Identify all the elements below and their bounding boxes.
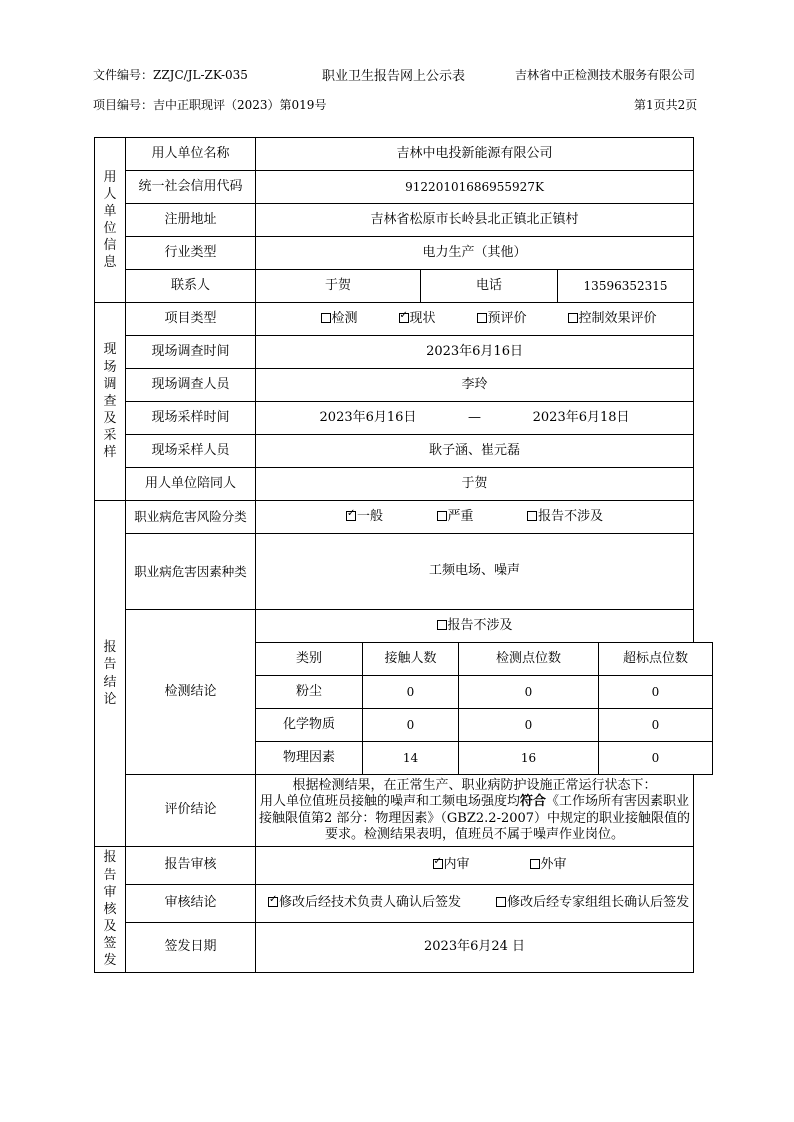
- contact-label: 联系人: [126, 270, 256, 303]
- section-char: 样: [103, 445, 117, 461]
- col-header-category: 类别: [256, 643, 363, 676]
- checked-checkbox-icon[interactable]: [346, 511, 356, 521]
- result-label: 审核结论: [126, 885, 256, 923]
- hazard-factors-label: 职业病危害因素种类: [126, 534, 256, 610]
- row-category: 化学物质: [256, 709, 363, 742]
- sampling-dash: —: [468, 409, 482, 425]
- checkbox-icon[interactable]: [530, 859, 540, 869]
- section-char: 用: [103, 169, 117, 185]
- section-char: 审: [103, 884, 117, 900]
- section-char: 报: [103, 640, 117, 656]
- audit-option[interactable]: [433, 857, 470, 873]
- section-review-issue: [95, 847, 126, 973]
- col-header-exceed: 超标点位数: [599, 643, 713, 676]
- audit-options: [256, 847, 694, 885]
- row-exposed: 0: [363, 676, 459, 709]
- project-type-option[interactable]: [568, 311, 657, 327]
- employer-name: 吉林中电投新能源有限公司: [256, 138, 694, 171]
- checkbox-icon[interactable]: [496, 897, 506, 907]
- section-char: 采: [103, 428, 117, 444]
- risk-class-label: 职业病危害风险分类: [126, 501, 256, 534]
- section-char: 单: [103, 203, 117, 219]
- risk-class-option-label: 报告不涉及: [538, 508, 604, 524]
- checkbox-icon[interactable]: [321, 313, 331, 323]
- row-points: 0: [459, 676, 599, 709]
- section-char: 调: [103, 376, 117, 392]
- phone-number: 13596352315: [558, 270, 694, 303]
- surveyor: 李玲: [256, 369, 694, 402]
- document-title: 职业卫生报告网上公示表: [322, 69, 466, 84]
- row-exceed: 0: [599, 676, 713, 709]
- section-char: 签: [103, 936, 117, 952]
- row-category: 粉尘: [256, 676, 363, 709]
- result-option[interactable]: [496, 895, 689, 911]
- project-number: 项目编号：吉中正职现评（2023）第019号: [93, 98, 327, 112]
- audit-option[interactable]: [530, 857, 567, 873]
- row-exposed: 14: [363, 742, 459, 775]
- risk-class-options: [256, 501, 694, 534]
- detection-label: 检测结论: [126, 610, 256, 775]
- section-char: 结: [103, 674, 117, 690]
- result-options: [256, 885, 694, 923]
- evaluation-line-2: 用人单位值班员接触的噪声和工频电场强度均符合《工作场所有害因素职业接触限值第2 部分：物理因素》（GBZ2.2-2007）中规定的职业接触限值的要求。检测结果表明，值班员不属于噪声作业岗位。: [259, 794, 691, 842]
- project-type-option[interactable]: [477, 311, 527, 327]
- project-type-option-label: 预评价: [487, 310, 527, 326]
- project-type-option-label: 现状: [409, 310, 436, 326]
- project-type-option-label: 控制效果评价: [578, 310, 657, 326]
- address-label: 注册地址: [126, 204, 256, 237]
- section-char: 告: [103, 657, 117, 673]
- checkbox-icon[interactable]: [527, 511, 537, 521]
- section-char: 信: [103, 238, 117, 254]
- risk-class-option[interactable]: [437, 509, 474, 525]
- industry-label: 行业类型: [126, 237, 256, 270]
- result-option[interactable]: [268, 895, 461, 911]
- section-char: 报: [103, 850, 117, 866]
- evaluation-line-1: 根据检测结果，在正常生产、职业病防护设施正常运行状态下：: [292, 778, 657, 793]
- file-number: 文件编号：ZZJC/JL-ZK-035: [93, 68, 248, 82]
- project-type-options: [256, 303, 694, 336]
- sampling-time-label: 现场采样时间: [126, 402, 256, 435]
- escort-label: 用人单位陪同人: [126, 468, 256, 501]
- sampling-start: 2023年6月16日: [319, 409, 417, 425]
- survey-time-label: 现场调查时间: [126, 336, 256, 369]
- sampling-end: 2023年6月18日: [532, 409, 630, 425]
- project-type-option[interactable]: [321, 311, 358, 327]
- section-char: 查: [103, 393, 117, 409]
- address: 吉林省松原市长岭县北正镇北正镇村: [256, 204, 694, 237]
- phone-label: 电话: [421, 270, 558, 303]
- row-exceed: 0: [599, 709, 713, 742]
- section-char: 人: [103, 186, 117, 202]
- section-char: 及: [103, 919, 117, 935]
- result-option-label: 修改后经技术负责人确认后签发: [279, 895, 462, 911]
- section-employer-info: [95, 138, 126, 303]
- survey-time: 2023年6月16日: [256, 336, 694, 369]
- escort: 于贺: [256, 468, 694, 501]
- checked-checkbox-icon[interactable]: [399, 313, 409, 323]
- issue-date: 2023年6月24 日: [256, 923, 694, 973]
- section-char: 发: [103, 953, 117, 969]
- sampling-time: [256, 402, 694, 435]
- risk-class-option[interactable]: [527, 509, 603, 525]
- checkbox-icon[interactable]: [477, 313, 487, 323]
- not-involved-label: 报告不涉及: [447, 617, 513, 633]
- risk-class-option-label: 一般: [357, 508, 384, 524]
- row-points: 16: [459, 742, 599, 775]
- checkbox-icon[interactable]: [437, 620, 447, 630]
- section-conclusion: [95, 501, 126, 847]
- page-number: 第1页共2页: [634, 98, 698, 112]
- section-survey-sampling: [95, 303, 126, 501]
- audit-option-label: 外审: [540, 857, 567, 873]
- samplers: 耿子涵、崔元磊: [256, 435, 694, 468]
- project-type-option[interactable]: [399, 311, 436, 327]
- section-char: 位: [103, 221, 117, 236]
- credit-code: 91220101686955927K: [256, 171, 694, 204]
- sampler-label: 现场采样人员: [126, 435, 256, 468]
- employer-name-label: 用人单位名称: [126, 138, 256, 171]
- audit-option-label: 内审: [443, 857, 470, 873]
- evaluation-text: [256, 775, 694, 847]
- issue-date-label: 签发日期: [126, 923, 256, 973]
- row-exposed: 0: [363, 709, 459, 742]
- risk-class-option[interactable]: [346, 509, 383, 525]
- audit-label: 报告审核: [126, 847, 256, 885]
- result-option-label: 修改后经专家组组长确认后签发: [507, 895, 690, 911]
- checkbox-icon[interactable]: [568, 313, 578, 323]
- row-points: 0: [459, 709, 599, 742]
- section-char: 现: [103, 342, 117, 358]
- project-type-label: 项目类型: [126, 303, 256, 336]
- col-header-exposed: 接触人数: [363, 643, 459, 676]
- checked-checkbox-icon[interactable]: [433, 859, 443, 869]
- evaluation-label: 评价结论: [126, 775, 256, 847]
- industry: 电力生产（其他）: [256, 237, 694, 270]
- section-char: 告: [103, 867, 117, 883]
- col-header-points: 检测点位数: [459, 643, 599, 676]
- section-char: 核: [103, 901, 117, 917]
- project-type-option-label: 检测: [331, 310, 358, 326]
- row-exceed: 0: [599, 742, 713, 775]
- contact-name: 于贺: [256, 270, 421, 303]
- section-char: 场: [103, 359, 117, 375]
- company-name: 吉林省中正检测技术服务有限公司: [515, 68, 696, 82]
- section-char: 论: [103, 691, 117, 707]
- checkbox-icon[interactable]: [437, 511, 447, 521]
- credit-code-label: 统一社会信用代码: [126, 171, 256, 204]
- hazard-factors: 工频电场、噪声: [256, 534, 694, 610]
- disclosure-table: [94, 137, 713, 973]
- risk-class-option-label: 严重: [447, 508, 474, 524]
- checked-checkbox-icon[interactable]: [268, 897, 278, 907]
- section-char: 息: [103, 255, 117, 271]
- surveyor-label: 现场调查人员: [126, 369, 256, 402]
- row-category: 物理因素: [256, 742, 363, 775]
- section-char: 及: [103, 411, 117, 427]
- not-involved-option: [256, 610, 694, 643]
